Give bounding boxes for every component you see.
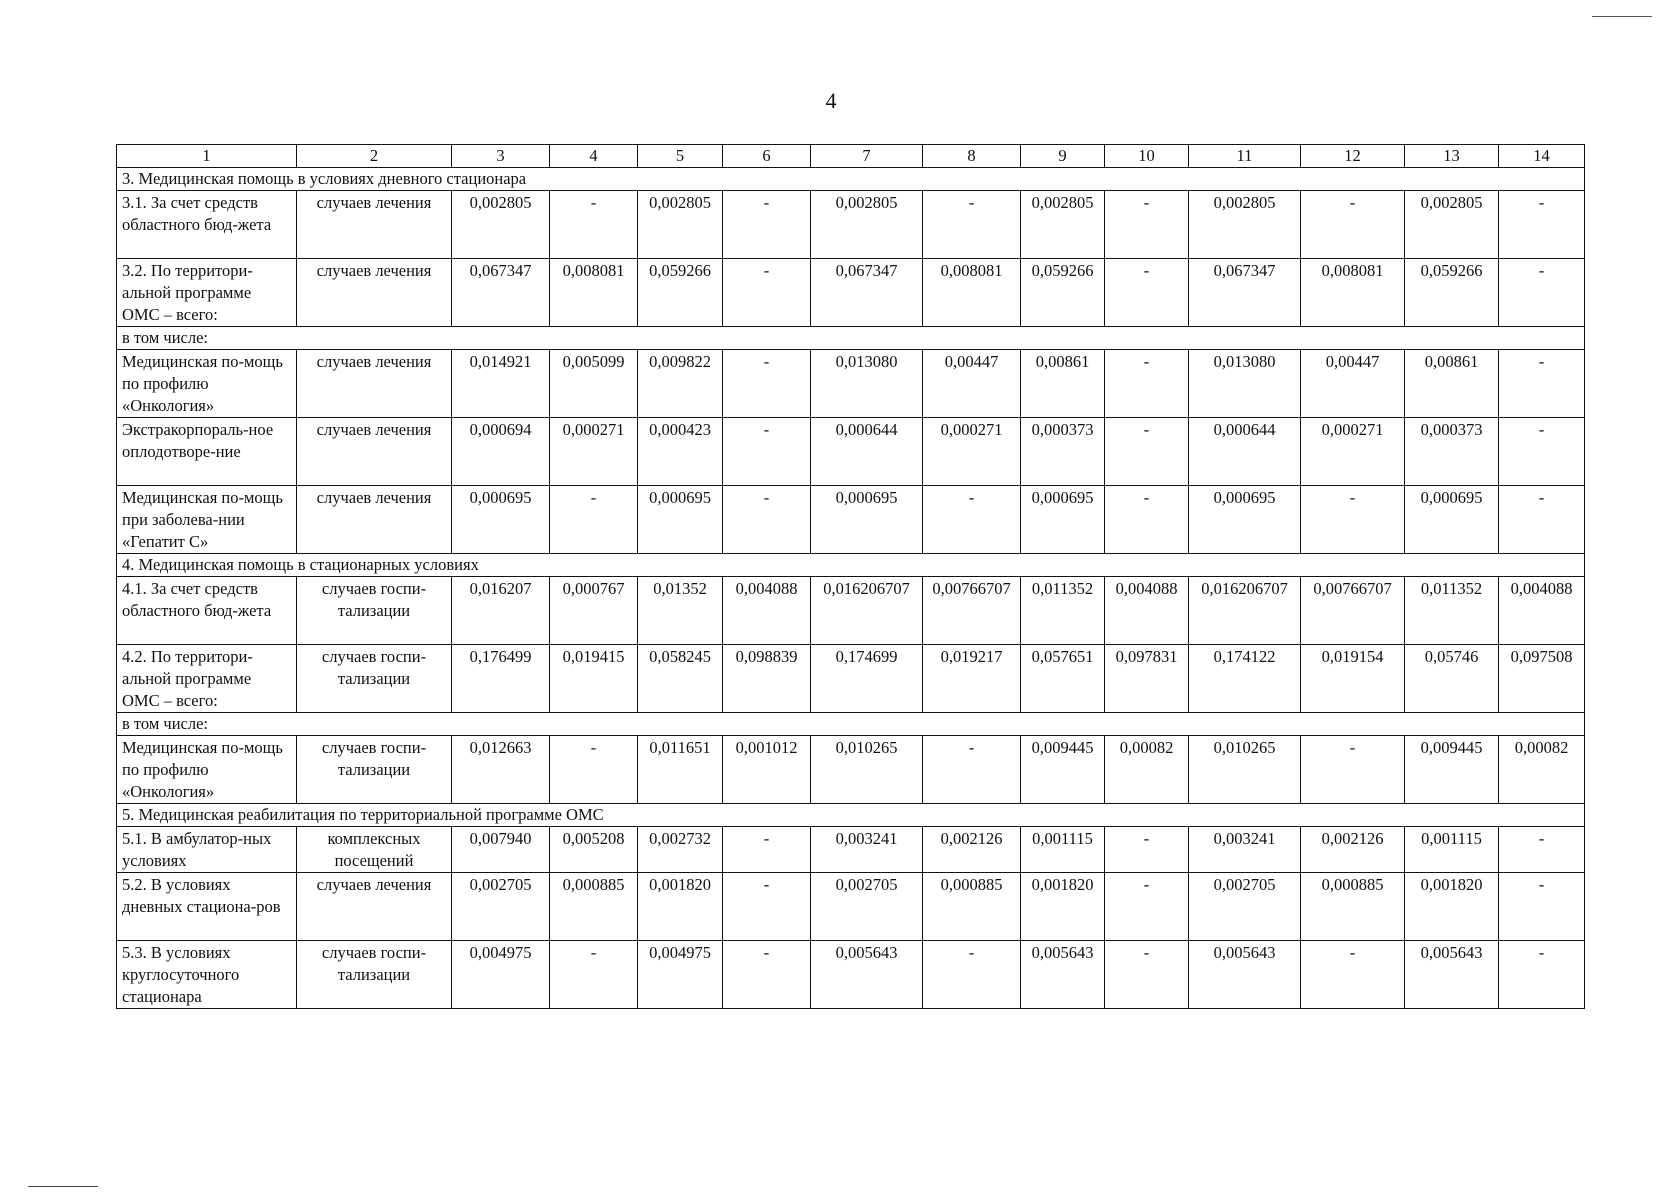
table-row <box>117 873 1585 941</box>
value-cell: 0,005643 <box>811 941 923 1009</box>
value-cell: 0,067347 <box>1189 259 1301 327</box>
section-row <box>117 713 1585 736</box>
value-cell: 0,014921 <box>452 350 550 418</box>
value-cell: 0,00861 <box>1021 350 1105 418</box>
value-cell: 0,000885 <box>923 873 1021 941</box>
column-number-cell: 9 <box>1021 145 1105 168</box>
value-cell: 0,000271 <box>550 418 638 486</box>
value-cell: 0,019154 <box>1301 645 1405 713</box>
value-cell: - <box>550 486 638 554</box>
value-cell: - <box>1105 941 1189 1009</box>
value-cell: 0,002805 <box>452 191 550 259</box>
value-cell: 0,010265 <box>811 736 923 804</box>
section-heading: 4. Медицинская помощь в стационарных условиях <box>117 554 1585 577</box>
value-cell: 0,098839 <box>723 645 811 713</box>
indicator-name: 4.1. За счет средств областного бюд-жета <box>117 577 297 645</box>
value-cell: - <box>1499 259 1585 327</box>
column-number-cell: 13 <box>1405 145 1499 168</box>
value-cell: - <box>1301 191 1405 259</box>
value-cell: - <box>1105 827 1189 873</box>
value-cell: 0,000695 <box>1021 486 1105 554</box>
value-cell: - <box>1499 486 1585 554</box>
value-cell: 0,000694 <box>452 418 550 486</box>
value-cell: - <box>1105 259 1189 327</box>
table-row <box>117 941 1585 1009</box>
unit-of-measure: комплексных посещений <box>297 827 452 873</box>
column-number-cell: 2 <box>297 145 452 168</box>
indicator-name: 5.1. В амбулатор-ных условиях <box>117 827 297 873</box>
column-number-cell: 1 <box>117 145 297 168</box>
value-cell: 0,001820 <box>1021 873 1105 941</box>
indicator-name: Медицинская по-мощь по профилю «Онкология» <box>117 736 297 804</box>
value-cell: 0,002805 <box>1405 191 1499 259</box>
value-cell: - <box>1105 418 1189 486</box>
table-row <box>117 645 1585 713</box>
value-cell: 0,000885 <box>1301 873 1405 941</box>
value-cell: - <box>1499 418 1585 486</box>
section-row <box>117 168 1585 191</box>
value-cell: - <box>723 191 811 259</box>
value-cell: 0,176499 <box>452 645 550 713</box>
value-cell: - <box>550 736 638 804</box>
value-cell: 0,004088 <box>723 577 811 645</box>
value-cell: - <box>1105 350 1189 418</box>
unit-of-measure: случаев лечения <box>297 418 452 486</box>
column-number-cell: 7 <box>811 145 923 168</box>
column-number-cell: 3 <box>452 145 550 168</box>
table-row <box>117 418 1585 486</box>
value-cell: 0,009822 <box>638 350 723 418</box>
value-cell: - <box>1499 873 1585 941</box>
column-number-cell: 6 <box>723 145 811 168</box>
value-cell: - <box>1105 873 1189 941</box>
value-cell: 0,000373 <box>1021 418 1105 486</box>
value-cell: - <box>723 486 811 554</box>
value-cell: 0,005208 <box>550 827 638 873</box>
value-cell: 0,000644 <box>811 418 923 486</box>
column-number-cell: 10 <box>1105 145 1189 168</box>
value-cell: 0,002705 <box>452 873 550 941</box>
value-cell: 0,057651 <box>1021 645 1105 713</box>
unit-of-measure: случаев лечения <box>297 191 452 259</box>
value-cell: 0,016206707 <box>1189 577 1301 645</box>
value-cell: 0,00082 <box>1105 736 1189 804</box>
value-cell: 0,016206707 <box>811 577 923 645</box>
value-cell: - <box>550 191 638 259</box>
value-cell: 0,008081 <box>550 259 638 327</box>
value-cell: 0,000271 <box>923 418 1021 486</box>
table-row <box>117 577 1585 645</box>
column-number-cell: 8 <box>923 145 1021 168</box>
value-cell: 0,059266 <box>638 259 723 327</box>
section-heading: в том числе: <box>117 713 1585 736</box>
value-cell: 0,002126 <box>1301 827 1405 873</box>
section-row <box>117 804 1585 827</box>
indicator-name: 4.2. По территори-альной программе ОМС – всего: <box>117 645 297 713</box>
value-cell: 0,001115 <box>1405 827 1499 873</box>
value-cell: 0,174122 <box>1189 645 1301 713</box>
value-cell: 0,002126 <box>923 827 1021 873</box>
value-cell: 0,002805 <box>1189 191 1301 259</box>
value-cell: 0,000373 <box>1405 418 1499 486</box>
value-cell: 0,00766707 <box>923 577 1021 645</box>
value-cell: 0,019217 <box>923 645 1021 713</box>
value-cell: - <box>1301 486 1405 554</box>
value-cell: - <box>1499 827 1585 873</box>
value-cell: - <box>923 736 1021 804</box>
value-cell: - <box>923 941 1021 1009</box>
unit-of-measure: случаев госпи-тализации <box>297 941 452 1009</box>
value-cell: 0,058245 <box>638 645 723 713</box>
value-cell: 0,005099 <box>550 350 638 418</box>
value-cell: 0,005643 <box>1021 941 1105 1009</box>
value-cell: 0,174699 <box>811 645 923 713</box>
top-rule <box>1592 16 1652 17</box>
value-cell: 0,003241 <box>811 827 923 873</box>
page-number: 4 <box>825 88 837 113</box>
value-cell: 0,067347 <box>811 259 923 327</box>
value-cell: 0,010265 <box>1189 736 1301 804</box>
value-cell: 0,011352 <box>1021 577 1105 645</box>
value-cell: 0,000695 <box>452 486 550 554</box>
value-cell: 0,001820 <box>1405 873 1499 941</box>
value-cell: 0,002805 <box>1021 191 1105 259</box>
value-cell: - <box>923 191 1021 259</box>
value-cell: 0,001012 <box>723 736 811 804</box>
value-cell: 0,003241 <box>1189 827 1301 873</box>
value-cell: 0,00447 <box>923 350 1021 418</box>
value-cell: 0,008081 <box>1301 259 1405 327</box>
indicator-name: 3.2. По территори-альной программе ОМС – всего: <box>117 259 297 327</box>
value-cell: 0,008081 <box>923 259 1021 327</box>
value-cell: - <box>1499 191 1585 259</box>
table-row <box>117 259 1585 327</box>
column-number-cell: 5 <box>638 145 723 168</box>
value-cell: 0,000885 <box>550 873 638 941</box>
value-cell: 0,00447 <box>1301 350 1405 418</box>
unit-of-measure: случаев лечения <box>297 259 452 327</box>
unit-of-measure: случаев лечения <box>297 486 452 554</box>
section-heading: 3. Медицинская помощь в условиях дневного стационара <box>117 168 1585 191</box>
bottom-rule <box>28 1186 98 1187</box>
value-cell: 0,005643 <box>1405 941 1499 1009</box>
section-row <box>117 554 1585 577</box>
value-cell: 0,011352 <box>1405 577 1499 645</box>
value-cell: - <box>1105 486 1189 554</box>
table-row <box>117 736 1585 804</box>
value-cell: - <box>723 350 811 418</box>
value-cell: 0,000695 <box>638 486 723 554</box>
column-number-cell: 12 <box>1301 145 1405 168</box>
value-cell: 0,000271 <box>1301 418 1405 486</box>
value-cell: 0,007940 <box>452 827 550 873</box>
indicator-name: Экстракорпораль-ное оплодотворе-ние <box>117 418 297 486</box>
value-cell: 0,009445 <box>1405 736 1499 804</box>
value-cell: 0,00766707 <box>1301 577 1405 645</box>
value-cell: 0,000695 <box>1189 486 1301 554</box>
section-heading: 5. Медицинская реабилитация по территориальной программе ОМС <box>117 804 1585 827</box>
value-cell: 0,005643 <box>1189 941 1301 1009</box>
value-cell: - <box>723 873 811 941</box>
value-cell: 0,000695 <box>811 486 923 554</box>
table-row <box>117 350 1585 418</box>
value-cell: 0,002732 <box>638 827 723 873</box>
value-cell: 0,097508 <box>1499 645 1585 713</box>
value-cell: 0,002805 <box>811 191 923 259</box>
indicator-name: 5.3. В условиях круглосуточного стационара <box>117 941 297 1009</box>
value-cell: 0,009445 <box>1021 736 1105 804</box>
column-number-cell: 4 <box>550 145 638 168</box>
value-cell: 0,013080 <box>811 350 923 418</box>
unit-of-measure: случаев госпи-тализации <box>297 645 452 713</box>
unit-of-measure: случаев лечения <box>297 350 452 418</box>
value-cell: 0,011651 <box>638 736 723 804</box>
value-cell: 0,001115 <box>1021 827 1105 873</box>
value-cell: - <box>1301 941 1405 1009</box>
value-cell: 0,000767 <box>550 577 638 645</box>
unit-of-measure: случаев госпи-тализации <box>297 577 452 645</box>
value-cell: 0,000644 <box>1189 418 1301 486</box>
value-cell: 0,019415 <box>550 645 638 713</box>
indicator-name: 3.1. За счет средств областного бюд-жета <box>117 191 297 259</box>
value-cell: 0,002805 <box>638 191 723 259</box>
column-number-cell: 11 <box>1189 145 1301 168</box>
data-table <box>116 144 1585 1009</box>
value-cell: 0,000423 <box>638 418 723 486</box>
column-number-cell: 14 <box>1499 145 1585 168</box>
unit-of-measure: случаев лечения <box>297 873 452 941</box>
value-cell: - <box>1499 941 1585 1009</box>
value-cell: 0,059266 <box>1021 259 1105 327</box>
value-cell: 0,001820 <box>638 873 723 941</box>
value-cell: 0,067347 <box>452 259 550 327</box>
value-cell: - <box>923 486 1021 554</box>
value-cell: 0,000695 <box>1405 486 1499 554</box>
table-row <box>117 191 1585 259</box>
value-cell: 0,012663 <box>452 736 550 804</box>
value-cell: - <box>550 941 638 1009</box>
value-cell: 0,004975 <box>638 941 723 1009</box>
section-heading: в том числе: <box>117 327 1585 350</box>
section-row <box>117 327 1585 350</box>
value-cell: 0,016207 <box>452 577 550 645</box>
value-cell: 0,013080 <box>1189 350 1301 418</box>
value-cell: - <box>723 941 811 1009</box>
value-cell: - <box>723 827 811 873</box>
indicator-name: Медицинская по-мощь при заболева-нии «Гепатит С» <box>117 486 297 554</box>
table-row <box>117 827 1585 873</box>
indicator-name: 5.2. В условиях дневных стациона-ров <box>117 873 297 941</box>
value-cell: - <box>723 418 811 486</box>
column-number-row <box>117 145 1585 168</box>
value-cell: 0,004088 <box>1499 577 1585 645</box>
table-row <box>117 486 1585 554</box>
value-cell: - <box>1499 350 1585 418</box>
value-cell: 0,05746 <box>1405 645 1499 713</box>
value-cell: 0,004975 <box>452 941 550 1009</box>
value-cell: 0,002705 <box>1189 873 1301 941</box>
value-cell: 0,00082 <box>1499 736 1585 804</box>
value-cell: 0,002705 <box>811 873 923 941</box>
indicator-name: Медицинская по-мощь по профилю «Онкология» <box>117 350 297 418</box>
unit-of-measure: случаев госпи-тализации <box>297 736 452 804</box>
value-cell: 0,004088 <box>1105 577 1189 645</box>
value-cell: 0,00861 <box>1405 350 1499 418</box>
value-cell: 0,059266 <box>1405 259 1499 327</box>
value-cell: - <box>1105 191 1189 259</box>
value-cell: - <box>723 259 811 327</box>
value-cell: 0,097831 <box>1105 645 1189 713</box>
value-cell: - <box>1301 736 1405 804</box>
value-cell: 0,01352 <box>638 577 723 645</box>
